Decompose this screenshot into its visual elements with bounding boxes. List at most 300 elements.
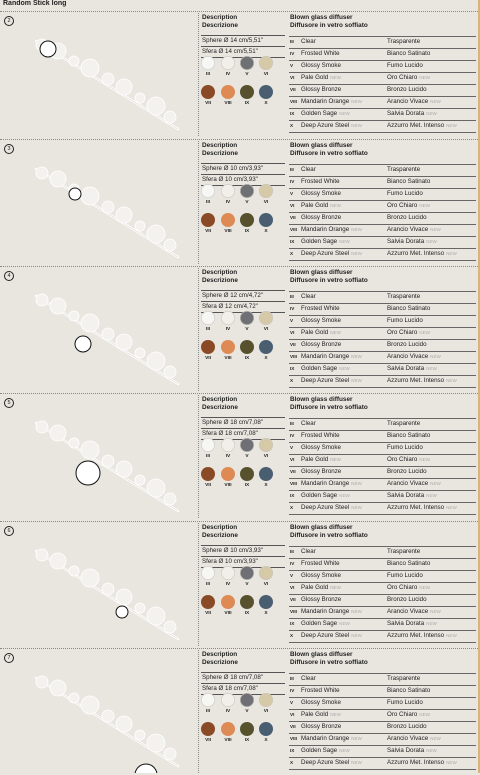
color-swatch[interactable] bbox=[221, 595, 235, 609]
finish-row[interactable] bbox=[289, 502, 476, 515]
color-swatch[interactable] bbox=[221, 184, 235, 198]
diffuser-label-en: Blown glass diffuser bbox=[290, 651, 353, 658]
finish-name-it: Azzurro Met. Intenso NEW bbox=[387, 758, 457, 766]
color-swatch[interactable] bbox=[259, 340, 273, 354]
color-swatch[interactable] bbox=[259, 56, 273, 70]
swatch-label: X bbox=[264, 611, 268, 616]
finish-number: X bbox=[290, 377, 294, 383]
page-title: Random Stick long bbox=[3, 0, 67, 7]
ghost-sphere bbox=[116, 207, 132, 223]
finish-row[interactable] bbox=[289, 375, 476, 388]
sphere-dimension-en: Sphere Ø 10 cm/3,93" bbox=[201, 163, 285, 174]
finish-name-en: Glossy Smoke bbox=[301, 61, 341, 69]
finish-name-en: Golden Sage NEW bbox=[301, 491, 350, 499]
color-swatch[interactable] bbox=[201, 85, 215, 99]
diffuser-header bbox=[290, 651, 368, 666]
finish-table bbox=[289, 673, 476, 770]
swatch-label: III bbox=[206, 454, 210, 459]
description-label: Description bbox=[202, 524, 238, 531]
new-badge: NEW bbox=[430, 735, 441, 741]
new-badge: NEW bbox=[419, 584, 430, 590]
finish-row[interactable] bbox=[289, 685, 476, 697]
finish-row[interactable] bbox=[289, 236, 476, 248]
color-swatch[interactable] bbox=[259, 595, 273, 609]
description-header bbox=[202, 142, 238, 157]
highlighted-sphere bbox=[69, 188, 81, 200]
color-swatch[interactable] bbox=[201, 566, 215, 580]
ghost-sphere bbox=[147, 607, 165, 625]
ghost-sphere bbox=[135, 603, 145, 613]
finish-name-en: Deep Azure Steel NEW bbox=[301, 631, 362, 639]
sphere-dimension-it: Sfera Ø 10 cm/3,93" bbox=[201, 174, 285, 186]
color-swatch[interactable] bbox=[259, 566, 273, 580]
section-separator bbox=[0, 139, 480, 140]
sphere-dimension-en: Sphere Ø 12 cm/4,72" bbox=[201, 290, 285, 301]
new-badge: NEW bbox=[351, 226, 362, 232]
finish-row[interactable] bbox=[289, 442, 476, 454]
lamp-illustration bbox=[28, 21, 193, 136]
finish-number: VIII bbox=[290, 353, 297, 359]
finish-name-en: Pale Gold NEW bbox=[301, 583, 341, 591]
finish-row[interactable] bbox=[289, 430, 476, 442]
new-badge: NEW bbox=[426, 747, 437, 753]
highlighted-sphere bbox=[40, 41, 56, 57]
new-badge: NEW bbox=[339, 110, 350, 116]
ghost-sphere bbox=[81, 696, 99, 714]
color-swatch[interactable] bbox=[240, 693, 254, 707]
new-badge: NEW bbox=[426, 110, 437, 116]
finish-name-en: Clear bbox=[301, 293, 316, 300]
swatch-label: IX bbox=[244, 611, 250, 616]
finish-name-en: Deep Azure Steel NEW bbox=[301, 503, 362, 511]
finish-name-en: Frosted White bbox=[301, 49, 340, 57]
finish-number: X bbox=[290, 122, 294, 128]
finish-name-it: Trasparente bbox=[387, 38, 421, 45]
swatch-label: X bbox=[264, 356, 268, 361]
finish-name-en: Pale Gold NEW bbox=[301, 73, 341, 81]
color-swatch[interactable] bbox=[240, 566, 254, 580]
swatch-label: VI bbox=[263, 327, 269, 332]
ghost-sphere bbox=[135, 730, 145, 740]
finish-name-en: Glossy Smoke bbox=[301, 571, 341, 579]
ghost-sphere bbox=[81, 59, 99, 77]
finish-row[interactable] bbox=[289, 570, 476, 582]
swatch-label: VII bbox=[205, 356, 211, 361]
ghost-sphere bbox=[147, 734, 165, 752]
color-swatch[interactable] bbox=[240, 213, 254, 227]
finish-row[interactable] bbox=[289, 363, 476, 375]
swatch-label: IV bbox=[225, 709, 231, 714]
color-swatch[interactable] bbox=[201, 311, 215, 325]
finish-name-it: Trasparente bbox=[387, 675, 421, 682]
descrizione-label: Descrizione bbox=[202, 658, 238, 666]
swatch-label: IX bbox=[244, 738, 250, 743]
ghost-sphere bbox=[36, 294, 48, 306]
color-swatch[interactable] bbox=[201, 438, 215, 452]
finish-number: VII bbox=[290, 723, 296, 729]
finish-name-en: Deep Azure Steel NEW bbox=[301, 249, 362, 257]
color-swatch[interactable] bbox=[240, 438, 254, 452]
color-swatch[interactable] bbox=[259, 693, 273, 707]
ghost-sphere bbox=[50, 680, 66, 696]
color-swatch[interactable] bbox=[201, 213, 215, 227]
new-badge: NEW bbox=[446, 250, 457, 256]
finish-number: VI bbox=[290, 202, 295, 208]
swatch-label: VII bbox=[205, 229, 211, 234]
new-badge: NEW bbox=[426, 620, 437, 626]
finish-name-en: Glossy Bronze bbox=[301, 595, 342, 603]
swatch-label: VIII bbox=[224, 356, 232, 361]
lamp-illustration bbox=[28, 403, 193, 518]
new-badge: NEW bbox=[446, 632, 457, 638]
new-badge: NEW bbox=[446, 504, 457, 510]
ghost-sphere bbox=[81, 187, 99, 205]
variant-number-badge: 7 bbox=[4, 653, 14, 663]
new-badge: NEW bbox=[430, 98, 441, 104]
finish-name-it: Salvia Dorata NEW bbox=[387, 491, 437, 499]
finish-row[interactable] bbox=[289, 248, 476, 261]
finish-number: IV bbox=[290, 178, 295, 184]
finish-name-it: Azzurro Met. Intenso NEW bbox=[387, 121, 457, 129]
new-badge: NEW bbox=[426, 492, 437, 498]
finish-name-en: Glossy Bronze bbox=[301, 467, 342, 475]
finish-number: IX bbox=[290, 492, 295, 498]
swatch-label: III bbox=[206, 200, 210, 205]
finish-row[interactable] bbox=[289, 673, 476, 685]
finish-row[interactable] bbox=[289, 339, 476, 351]
diffuser-label-it: Diffusore in vetro soffiato bbox=[290, 149, 368, 157]
new-badge: NEW bbox=[419, 711, 430, 717]
color-swatch[interactable] bbox=[201, 467, 215, 481]
sphere-dimension-it: Sfera Ø 18 cm/7,08" bbox=[201, 683, 285, 695]
new-badge: NEW bbox=[351, 377, 362, 383]
color-swatch[interactable] bbox=[201, 56, 215, 70]
finish-name-it: Bianco Satinato bbox=[387, 177, 431, 185]
finish-number: X bbox=[290, 504, 294, 510]
finish-number: IV bbox=[290, 305, 295, 311]
new-badge: NEW bbox=[430, 353, 441, 359]
swatch-label: V bbox=[245, 200, 249, 205]
finish-row[interactable] bbox=[289, 558, 476, 570]
new-badge: NEW bbox=[351, 122, 362, 128]
finish-row[interactable] bbox=[289, 709, 476, 721]
diffuser-label-en: Blown glass diffuser bbox=[290, 269, 353, 276]
finish-row[interactable] bbox=[289, 697, 476, 709]
finish-name-it: Bianco Satinato bbox=[387, 559, 431, 567]
finish-name-it: Trasparente bbox=[387, 548, 421, 555]
color-swatch[interactable] bbox=[240, 340, 254, 354]
swatch-label: III bbox=[206, 72, 210, 77]
sphere-dimension-it: Sfera Ø 14 cm/5,51" bbox=[201, 46, 285, 58]
swatch-label: X bbox=[264, 483, 268, 488]
finish-number: VII bbox=[290, 468, 296, 474]
finish-name-it: Oro Chiaro NEW bbox=[387, 201, 430, 209]
finish-row[interactable] bbox=[289, 478, 476, 490]
color-swatch[interactable] bbox=[221, 311, 235, 325]
finish-row[interactable] bbox=[289, 618, 476, 630]
finish-name-it: Salvia Dorata NEW bbox=[387, 364, 437, 372]
ghost-sphere bbox=[164, 493, 176, 505]
color-swatch[interactable] bbox=[259, 85, 273, 99]
ghost-sphere bbox=[116, 461, 132, 477]
sphere-dimension-it: Sfera Ø 12 cm/4,72" bbox=[201, 301, 285, 313]
finish-name-it: Bronzo Lucido bbox=[387, 85, 427, 93]
finish-number: X bbox=[290, 632, 294, 638]
finish-row[interactable] bbox=[289, 757, 476, 770]
finish-name-en: Golden Sage NEW bbox=[301, 619, 350, 627]
color-swatch[interactable] bbox=[259, 184, 273, 198]
diffuser-header bbox=[290, 269, 368, 284]
finish-row[interactable] bbox=[289, 594, 476, 606]
finish-number: V bbox=[290, 190, 294, 196]
color-swatch[interactable] bbox=[221, 566, 235, 580]
section-separator bbox=[0, 648, 480, 649]
color-swatch[interactable] bbox=[259, 722, 273, 736]
finish-row[interactable] bbox=[289, 108, 476, 120]
finish-name-en: Pale Gold NEW bbox=[301, 201, 341, 209]
new-badge: NEW bbox=[339, 365, 350, 371]
color-swatch[interactable] bbox=[201, 340, 215, 354]
dimensions-block bbox=[201, 672, 285, 695]
ghost-sphere bbox=[147, 97, 165, 115]
finish-name-en: Frosted White bbox=[301, 686, 340, 694]
product-section bbox=[0, 393, 480, 520]
new-badge: NEW bbox=[446, 377, 457, 383]
ghost-sphere bbox=[102, 455, 114, 467]
color-swatch[interactable] bbox=[240, 722, 254, 736]
finish-row[interactable] bbox=[289, 454, 476, 466]
finish-name-en: Deep Azure Steel NEW bbox=[301, 376, 362, 384]
finish-name-it: Bianco Satinato bbox=[387, 431, 431, 439]
ghost-sphere bbox=[116, 716, 132, 732]
color-swatch[interactable] bbox=[240, 467, 254, 481]
finish-number: III bbox=[290, 167, 294, 172]
finish-name-it: Arancio Vivace NEW bbox=[387, 225, 441, 233]
new-badge: NEW bbox=[426, 365, 437, 371]
finish-row[interactable] bbox=[289, 96, 476, 108]
finish-name-it: Arancio Vivace NEW bbox=[387, 607, 441, 615]
finish-number: VIII bbox=[290, 608, 297, 614]
finish-name-en: Mandarin Orange NEW bbox=[301, 97, 362, 105]
sphere-dimension-en: Sphere Ø 14 cm/5,51" bbox=[201, 35, 285, 46]
description-label: Description bbox=[202, 14, 238, 21]
finish-number: V bbox=[290, 62, 294, 68]
color-swatch[interactable] bbox=[259, 213, 273, 227]
finish-name-en: Glossy Bronze bbox=[301, 213, 342, 221]
color-swatch[interactable] bbox=[221, 438, 235, 452]
finish-number: IX bbox=[290, 747, 295, 753]
finish-name-it: Arancio Vivace NEW bbox=[387, 97, 441, 105]
finish-table bbox=[289, 291, 476, 388]
finish-row[interactable] bbox=[289, 212, 476, 224]
finish-number: IV bbox=[290, 50, 295, 56]
finish-row[interactable] bbox=[289, 36, 476, 48]
description-header bbox=[202, 651, 238, 666]
finish-name-en: Glossy Bronze bbox=[301, 340, 342, 348]
diffuser-label-it: Diffusore in vetro soffiato bbox=[290, 403, 368, 411]
swatch-label: VII bbox=[205, 611, 211, 616]
finish-row[interactable] bbox=[289, 188, 476, 200]
ghost-sphere bbox=[50, 425, 66, 441]
finish-name-it: Bronzo Lucido bbox=[387, 213, 427, 221]
new-badge: NEW bbox=[351, 504, 362, 510]
finish-row[interactable] bbox=[289, 733, 476, 745]
diffuser-label-it: Diffusore in vetro soffiato bbox=[290, 276, 368, 284]
finish-name-en: Mandarin Orange NEW bbox=[301, 734, 362, 742]
lamp-illustration bbox=[28, 276, 193, 391]
color-swatch[interactable] bbox=[221, 722, 235, 736]
color-swatch[interactable] bbox=[201, 693, 215, 707]
finish-name-en: Pale Gold NEW bbox=[301, 328, 341, 336]
finish-table bbox=[289, 418, 476, 515]
color-swatch[interactable] bbox=[221, 693, 235, 707]
color-swatch[interactable] bbox=[201, 184, 215, 198]
finish-name-en: Pale Gold NEW bbox=[301, 710, 341, 718]
color-swatch[interactable] bbox=[259, 438, 273, 452]
finish-row[interactable] bbox=[289, 745, 476, 757]
descrizione-label: Descrizione bbox=[202, 276, 238, 284]
diffuser-label-it: Diffusore in vetro soffiato bbox=[290, 531, 368, 539]
lamp-illustration bbox=[28, 531, 193, 646]
finish-row[interactable] bbox=[289, 546, 476, 558]
finish-row[interactable] bbox=[289, 606, 476, 618]
finish-name-en: Glossy Bronze bbox=[301, 722, 342, 730]
column-divider bbox=[198, 523, 199, 646]
column-divider bbox=[198, 141, 199, 264]
ghost-sphere bbox=[147, 479, 165, 497]
swatch-label: IV bbox=[225, 327, 231, 332]
product-section bbox=[0, 139, 480, 266]
color-swatch[interactable] bbox=[201, 722, 215, 736]
ghost-sphere bbox=[69, 693, 79, 703]
diffuser-label-en: Blown glass diffuser bbox=[290, 14, 353, 21]
description-header bbox=[202, 396, 238, 411]
ghost-sphere bbox=[135, 221, 145, 231]
color-swatch[interactable] bbox=[221, 85, 235, 99]
color-swatch[interactable] bbox=[240, 56, 254, 70]
finish-row[interactable] bbox=[289, 84, 476, 96]
ghost-sphere bbox=[36, 549, 48, 561]
color-swatch[interactable] bbox=[259, 467, 273, 481]
diffuser-label-en: Blown glass diffuser bbox=[290, 142, 353, 149]
finish-number: VII bbox=[290, 214, 296, 220]
finish-row[interactable] bbox=[289, 291, 476, 303]
color-swatch[interactable] bbox=[221, 467, 235, 481]
color-swatch[interactable] bbox=[221, 340, 235, 354]
finish-name-en: Mandarin Orange NEW bbox=[301, 607, 362, 615]
description-label: Description bbox=[202, 269, 238, 276]
lamp-illustration bbox=[28, 658, 193, 773]
product-section bbox=[0, 648, 480, 775]
finish-row[interactable] bbox=[289, 418, 476, 430]
new-badge: NEW bbox=[419, 74, 430, 80]
color-swatch[interactable] bbox=[240, 85, 254, 99]
description-label: Description bbox=[202, 651, 238, 658]
ghost-sphere bbox=[164, 239, 176, 251]
finish-row[interactable] bbox=[289, 490, 476, 502]
finish-number: VI bbox=[290, 711, 295, 717]
finish-row[interactable] bbox=[289, 721, 476, 733]
product-section bbox=[0, 521, 480, 648]
swatch-label: VI bbox=[263, 709, 269, 714]
ghost-sphere bbox=[164, 111, 176, 123]
finish-number: VII bbox=[290, 86, 296, 92]
color-swatch[interactable] bbox=[240, 595, 254, 609]
descrizione-label: Descrizione bbox=[202, 149, 238, 157]
swatch-grid bbox=[201, 438, 271, 518]
finish-row[interactable] bbox=[289, 200, 476, 212]
color-swatch[interactable] bbox=[201, 595, 215, 609]
ghost-sphere bbox=[69, 56, 79, 66]
color-swatch[interactable] bbox=[240, 311, 254, 325]
swatch-label: IX bbox=[244, 101, 250, 106]
finish-row[interactable] bbox=[289, 164, 476, 176]
color-swatch[interactable] bbox=[221, 213, 235, 227]
finish-row[interactable] bbox=[289, 351, 476, 363]
finish-name-en: Glossy Smoke bbox=[301, 189, 341, 197]
finish-name-it: Azzurro Met. Intenso NEW bbox=[387, 503, 457, 511]
new-badge: NEW bbox=[419, 329, 430, 335]
swatch-label: VII bbox=[205, 483, 211, 488]
finish-name-en: Golden Sage NEW bbox=[301, 746, 350, 754]
finish-row[interactable] bbox=[289, 327, 476, 339]
color-swatch[interactable] bbox=[221, 56, 235, 70]
finish-name-it: Azzurro Met. Intenso NEW bbox=[387, 249, 457, 257]
new-badge: NEW bbox=[351, 98, 362, 104]
new-badge: NEW bbox=[330, 456, 341, 462]
ghost-sphere bbox=[81, 314, 99, 332]
finish-row[interactable] bbox=[289, 315, 476, 327]
ghost-sphere bbox=[135, 475, 145, 485]
finish-row[interactable] bbox=[289, 120, 476, 133]
new-badge: NEW bbox=[446, 759, 457, 765]
swatch-label: VIII bbox=[224, 229, 232, 234]
finish-number: VII bbox=[290, 596, 296, 602]
finish-name-it: Oro Chiaro NEW bbox=[387, 328, 430, 336]
finish-row[interactable] bbox=[289, 582, 476, 594]
ghost-sphere bbox=[135, 93, 145, 103]
ghost-sphere bbox=[50, 553, 66, 569]
finish-name-it: Arancio Vivace NEW bbox=[387, 352, 441, 360]
column-divider bbox=[198, 650, 199, 773]
ghost-sphere bbox=[69, 311, 79, 321]
description-header bbox=[202, 524, 238, 539]
finish-row[interactable] bbox=[289, 630, 476, 643]
finish-number: IV bbox=[290, 432, 295, 438]
color-swatch[interactable] bbox=[240, 184, 254, 198]
finish-name-it: Arancio Vivace NEW bbox=[387, 479, 441, 487]
dimensions-block bbox=[201, 290, 285, 313]
finish-name-it: Bronzo Lucido bbox=[387, 595, 427, 603]
finish-row[interactable] bbox=[289, 72, 476, 84]
new-badge: NEW bbox=[339, 747, 350, 753]
ghost-sphere bbox=[147, 225, 165, 243]
finish-name-en: Glossy Bronze bbox=[301, 85, 342, 93]
finish-number: X bbox=[290, 759, 294, 765]
new-badge: NEW bbox=[351, 735, 362, 741]
variant-number-badge: 3 bbox=[4, 144, 14, 154]
finish-row[interactable] bbox=[289, 466, 476, 478]
color-swatch[interactable] bbox=[259, 311, 273, 325]
finish-row[interactable] bbox=[289, 176, 476, 188]
finish-name-it: Trasparente bbox=[387, 420, 421, 427]
swatch-label: VIII bbox=[224, 483, 232, 488]
finish-row[interactable] bbox=[289, 60, 476, 72]
finish-row[interactable] bbox=[289, 224, 476, 236]
finish-row[interactable] bbox=[289, 48, 476, 60]
swatch-label: III bbox=[206, 582, 210, 587]
finish-row[interactable] bbox=[289, 303, 476, 315]
